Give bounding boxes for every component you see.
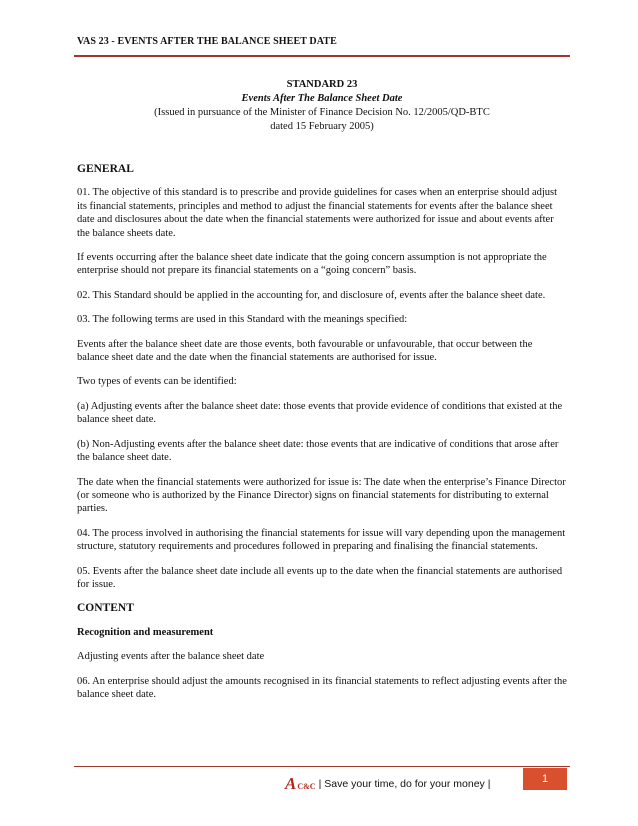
paragraph-06: 06. An enterprise should adjust the amounts recognised in its financial statements to reflect adjusting events after the balance sheet date.	[77, 675, 567, 700]
dated-note: dated 15 February 2005)	[270, 121, 374, 132]
title-block	[77, 78, 567, 134]
logo-text: C&C	[297, 782, 316, 791]
paragraph-01: 01. The objective of this standard is to prescribe and provide guidelines for cases when an enterprise should adjust its financial statements, principles and method to adjust the financial statements for events after the balance sheet date and disclosures about the date when the financial statements were authorized for issue and about events after the balance sheets date.	[77, 187, 558, 239]
footer	[285, 776, 494, 792]
logo-letter: A	[285, 774, 297, 793]
page-number: 1	[523, 768, 567, 790]
footer-divider	[74, 766, 570, 767]
company-logo	[285, 774, 316, 793]
subheading-recognition: Recognition and measurement	[77, 626, 214, 638]
paragraph-03c: (a) Adjusting events after the balance sheet date: those events that provide evidence of conditions that existed at the balance sheet date.	[77, 400, 563, 426]
section-heading-general: GENERAL	[77, 163, 134, 175]
header-divider	[74, 55, 570, 57]
paragraph-03d: (b) Non-Adjusting events after the balance sheet date: those events that are indicative of conditions that arose after the balance sheet date.	[77, 438, 559, 464]
standard-name: Events After The Balance Sheet Date	[241, 93, 403, 104]
footer-separator: |	[318, 778, 322, 790]
paragraph-03: 03. The following terms are used in this Standard with the meanings specified:	[77, 314, 408, 326]
paragraph-04: 04. The process involved in authorising the financial statements for issue will vary depending upon the management structure, statutory requirements and procedures followed in preparing and finalising the financial statements.	[77, 527, 566, 553]
paragraph-02: 02. This Standard should be applied in the accounting for, and disclosure of, events after the balance sheet date.	[77, 289, 546, 301]
paragraph-03a: Events after the balance sheet date are those events, both favourable or unfavourable, that occur between the balance sheet date and the date when the financial statements are authorised for issue.	[77, 338, 533, 364]
subheading-adjusting-events: Adjusting events after the balance sheet date	[77, 651, 265, 663]
paragraph-03e: The date when the financial statements were authorized for issue is: The date when the enterprise’s Finance Director (or someone who is authorized by the Finance Director) signs on financial statements for distributing to external parties.	[77, 476, 566, 515]
footer-end-separator: |	[487, 778, 491, 790]
issued-note: (Issued in pursuance of the Minister of Finance Decision No. 12/2005/QD-BTC	[154, 107, 490, 118]
running-header: VAS 23 - EVENTS AFTER THE BALANCE SHEET DATE	[77, 36, 337, 47]
section-heading-content: CONTENT	[77, 602, 134, 615]
document-body	[77, 163, 567, 712]
paragraph-03b: Two types of events can be identified:	[77, 376, 237, 388]
footer-slogan: Save your time, do for your money	[324, 778, 485, 790]
standard-number: STANDARD 23	[286, 79, 358, 90]
paragraph-05: 05. Events after the balance sheet date include all events up to the date when the financial statements are authorised for issue.	[77, 565, 563, 590]
paragraph-01b: If events occurring after the balance sheet date indicate that the going concern assumption is not appropriate the enterprise should not prepare its financial statements on a “going concern” basis.	[77, 252, 547, 277]
